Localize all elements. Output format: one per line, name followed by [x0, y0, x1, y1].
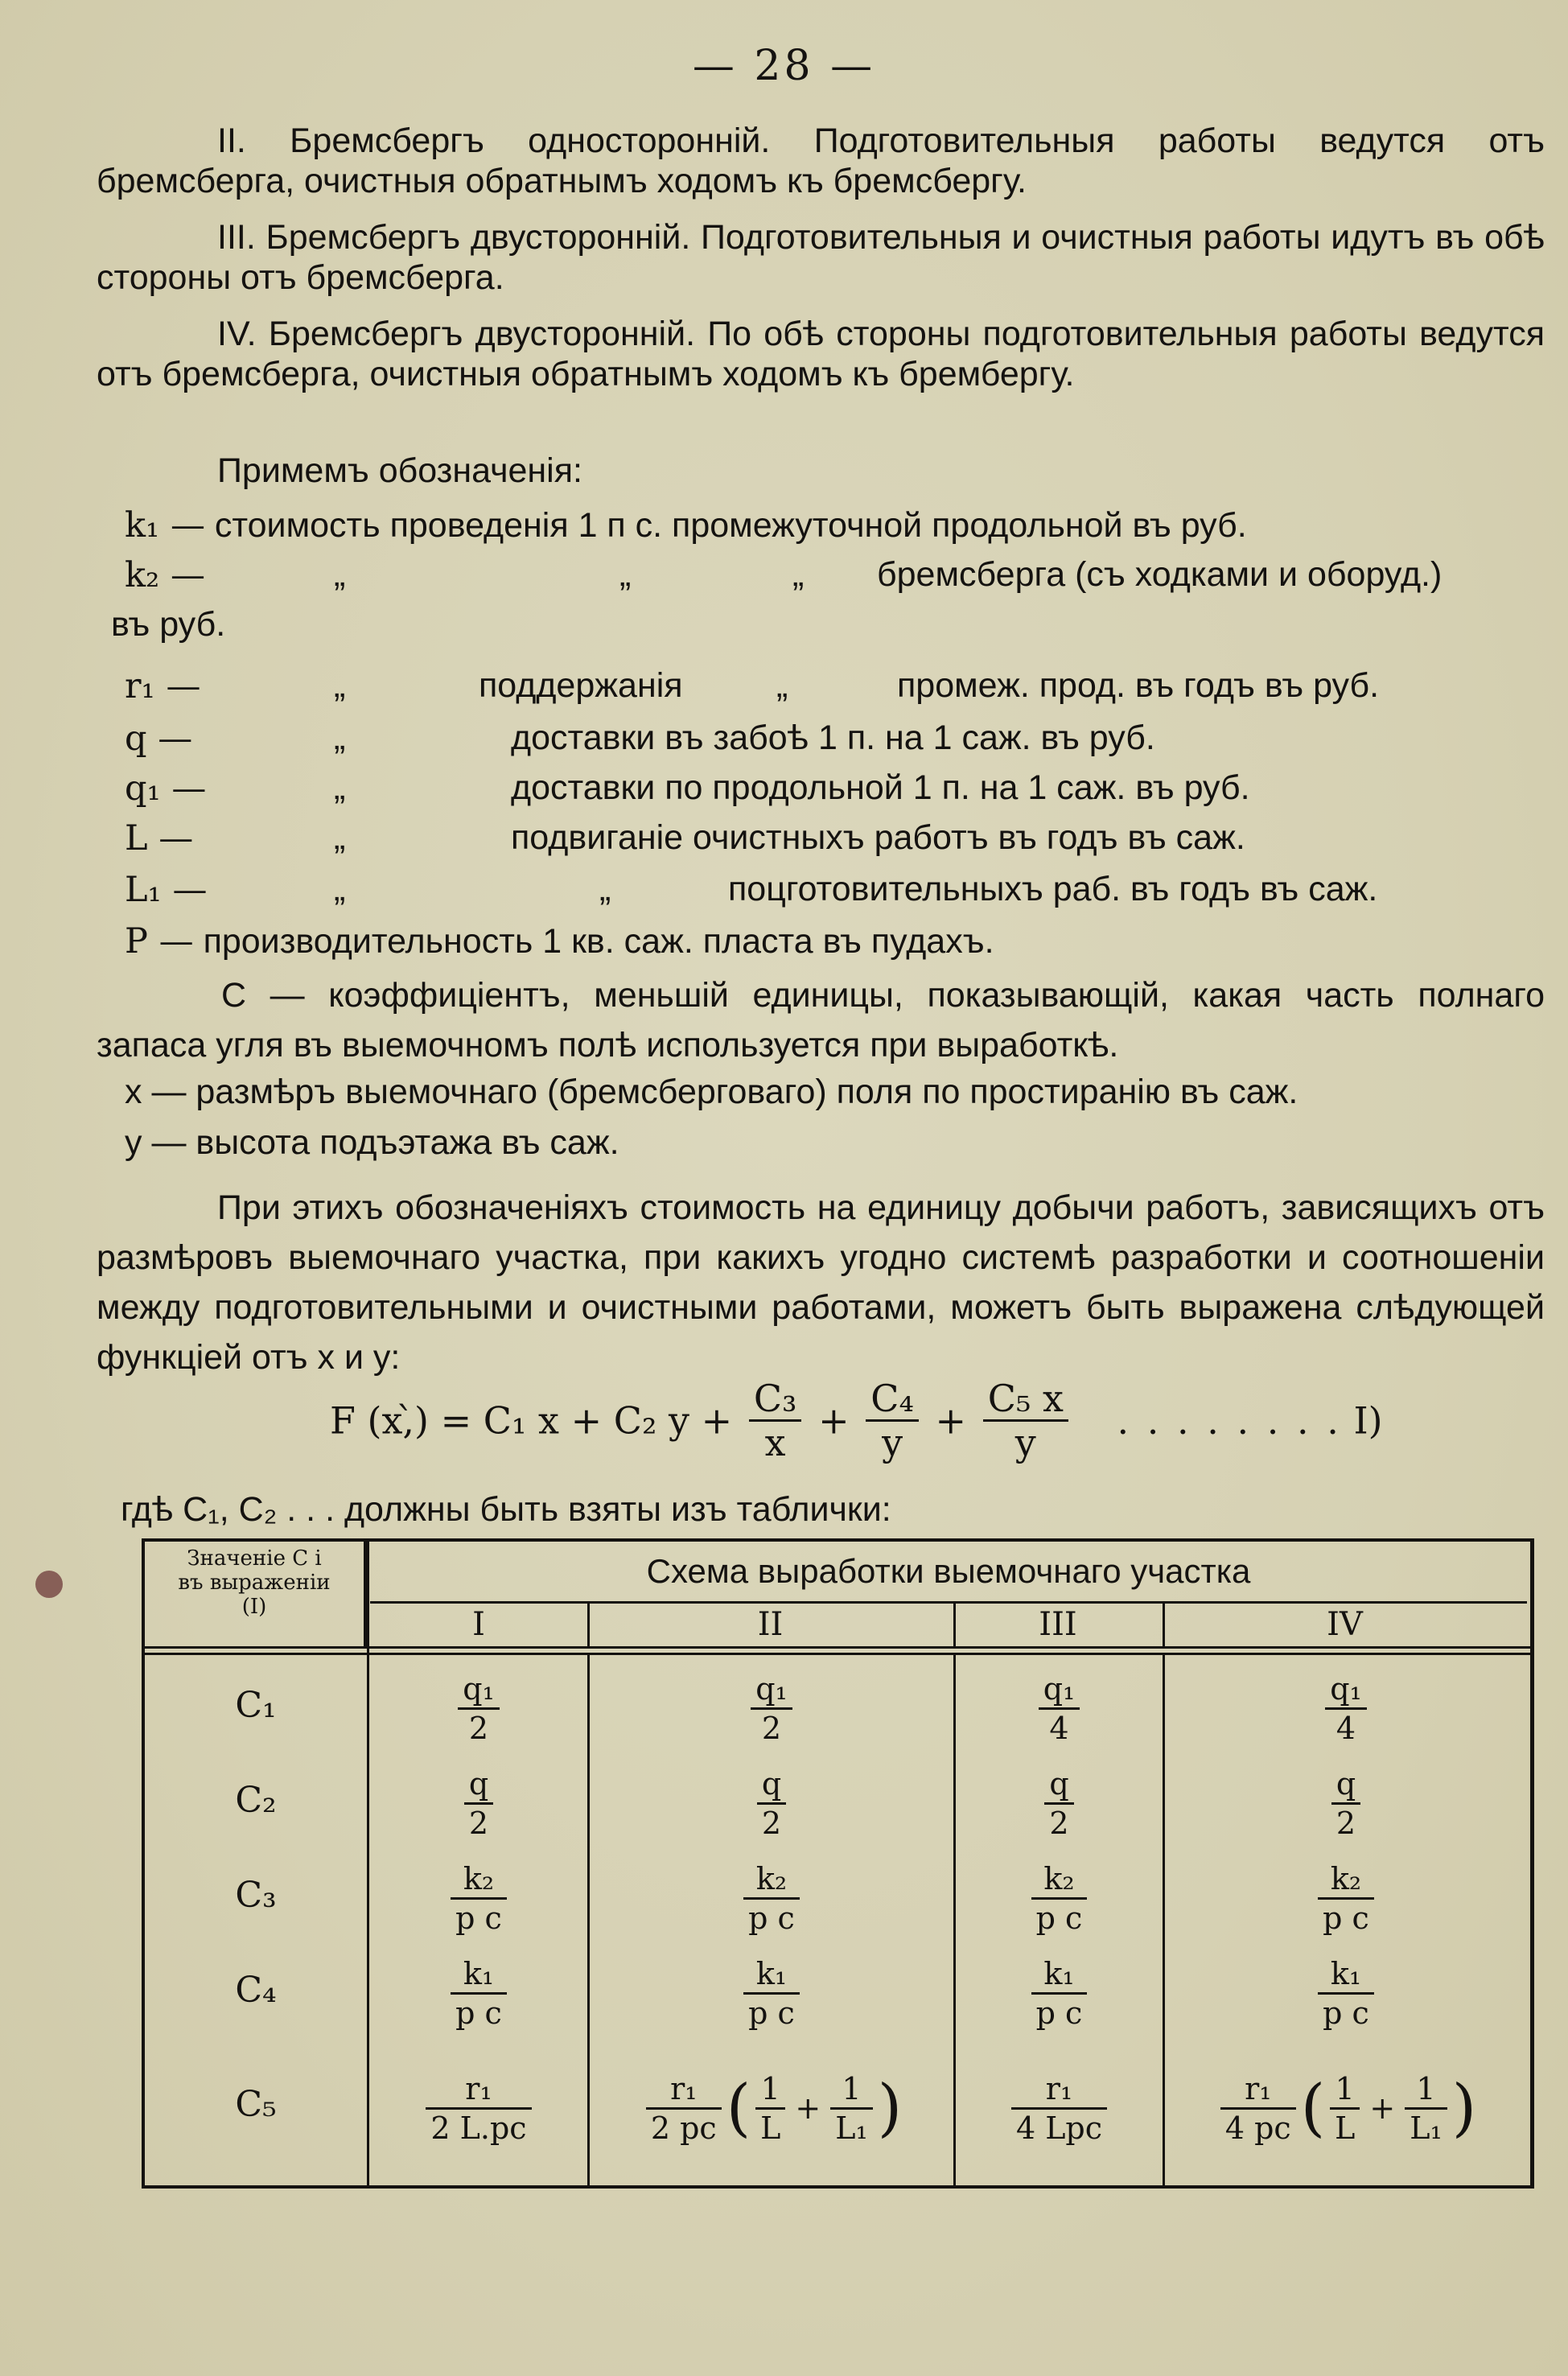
table-column-headers	[370, 1604, 1527, 1646]
table-corner-header: Значеніе C i въ выраженіи (I)	[145, 1542, 367, 1646]
definition-q1: q₁ — „ доставки по продольной 1 п. на 1 саж. въ руб.	[125, 768, 1250, 809]
ink-stain	[35, 1571, 63, 1598]
formula-I: F (x,̀) = C₁ x + C₂ y + $\frac{\text{C₃}}{x}$ + $\frac{\text{C₄}}{y}$ + $\frac{\text{C₅ x}}{y}$ . . . . . . . . I)	[330, 1377, 1383, 1464]
definition-k1: k₁ — стоимость проведенія 1 п с. промежуточной продольной въ руб.	[125, 505, 1247, 546]
coefficients-table	[142, 1538, 1534, 2189]
scheme-descriptions	[97, 121, 1545, 394]
paragraph-scheme-iv: IV. Бремсбергъ двусторонній. По обѣ стороны подготовительныя работы ведутся отъ бремсберга, очистныя обратнымъ ходомъ къ брембергу.	[97, 315, 1545, 393]
column-header-III: III	[1039, 1606, 1077, 1643]
paragraph-scheme-ii: II. Бремсбергъ односторонній. Подготовительныя работы ведутся отъ бремсберга, очистныя обратнымъ ходомъ къ бремсбергу.	[97, 121, 1545, 200]
fraction-c3-x: $\frac{\text{C₃}}{x}$	[749, 1377, 802, 1464]
table-row-c2: C₂ $\frac{q}{2}$ $\frac{q}{2}$ $\frac{q}{2}$ $\frac{q}{2}$	[145, 1756, 1530, 1851]
formula-label: I)	[1353, 1398, 1383, 1443]
definition-y: y — высота подъэтажа въ саж.	[125, 1123, 619, 1162]
definition-C: C — коэффиціентъ, меньшій единицы, показывающій, какая часть полнаго запаса угля въ выемочномъ полѣ используется при выработкѣ.	[97, 976, 1545, 1064]
table-intro: гдѣ C₁, C₂ . . . должны быть взяты изъ таблички:	[121, 1490, 891, 1529]
column-header-IV: IV	[1327, 1606, 1363, 1643]
column-header-II: II	[757, 1606, 784, 1643]
definition-L1: L₁ — „ „ поцготовительныхъ раб. въ годъ въ саж.	[125, 870, 1378, 910]
table-row-c4: C₄ $\frac{\text{k₁}}{\text{p c}}$ $\frac{\text{k₁}}{\text{p c}}$ $\frac{\text{k₁}}{\text{p c}}$ $\frac{\text{k₁}}{\text{p c}}$	[145, 1946, 1530, 2040]
table-span-header: Схема выработки выемочнаго участка	[370, 1542, 1527, 1604]
notation-intro	[97, 451, 1545, 491]
table-row-c5: C₅ $\frac{\text{r₁}}{2 L.pc}$ $\frac{\text{r₁}}{2 pc}$ ( $\frac{1}{L}$ + $\frac{1}{\text{L₁}}$ ) $\frac{\text{r₁}}{\text{4 Lpc}}$ $\frac{\text{r₁}}{4 pc}$ ( $\frac{1}{L}$ + $\frac{1}{\text{L₁}}$ )	[235, 2070, 1477, 2146]
column-header-I: I	[472, 1606, 485, 1643]
definition-L: L — „ подвиганіе очистныхъ работъ въ годъ въ саж.	[125, 818, 1245, 859]
fraction-c5x-y: $\frac{\text{C₅ x}}{y}$	[983, 1377, 1068, 1464]
definition-r1: r₁ — „ поддержанія „ промеж. прод. въ годъ въ руб.	[125, 666, 1380, 706]
paragraph-scheme-iii: III. Бремсбергъ двусторонній. Подготовительныя и очистныя работы идутъ въ обѣ стороны отъ бремсберга.	[97, 218, 1545, 297]
definition-q: q — „ доставки въ забоѣ 1 п. на 1 саж. въ руб.	[125, 719, 1155, 759]
definition-P: P — производительность 1 кв. саж. пласта въ пудахъ.	[125, 921, 994, 962]
notation-intro-text: Примемъ обозначенія:	[217, 451, 582, 490]
fraction-c4-y: $\frac{\text{C₄}}{y}$	[866, 1377, 919, 1464]
table-row-c1: C₁ $\frac{\text{q₁}}{2}$ $\frac{\text{q₁}}{2}$ $\frac{\text{q₁}}{4}$ $\frac{\text{q₁}}{4}$	[145, 1661, 1530, 1756]
cost-paragraph: При этихъ обозначеніяхъ стоимость на единицу добычи работъ, зависящихъ отъ размѣровъ выемочнаго участка, при какихъ угодно системѣ разработки и соотношеніи между подготовительными и очистными работами, можетъ быть выражена слѣдующей функціей отъ x и y:	[97, 1188, 1545, 1377]
definition-k2-cont: въ руб.	[111, 605, 226, 644]
table-row-c3: C₃ $\frac{\text{k₂}}{\text{p c}}$ $\frac{\text{k₂}}{\text{p c}}$ $\frac{\text{k₂}}{\text{p c}}$ $\frac{\text{k₂}}{\text{p c}}$	[145, 1851, 1530, 1946]
definition-x: x — размѣръ выемочнаго (бремсберговаго) поля по простиранію въ саж.	[125, 1073, 1298, 1111]
definition-k2: k₂ — „ „ „ бремсберга (съ ходками и оборуд.)	[125, 555, 1442, 595]
page-number: — 28 —	[692, 42, 876, 90]
